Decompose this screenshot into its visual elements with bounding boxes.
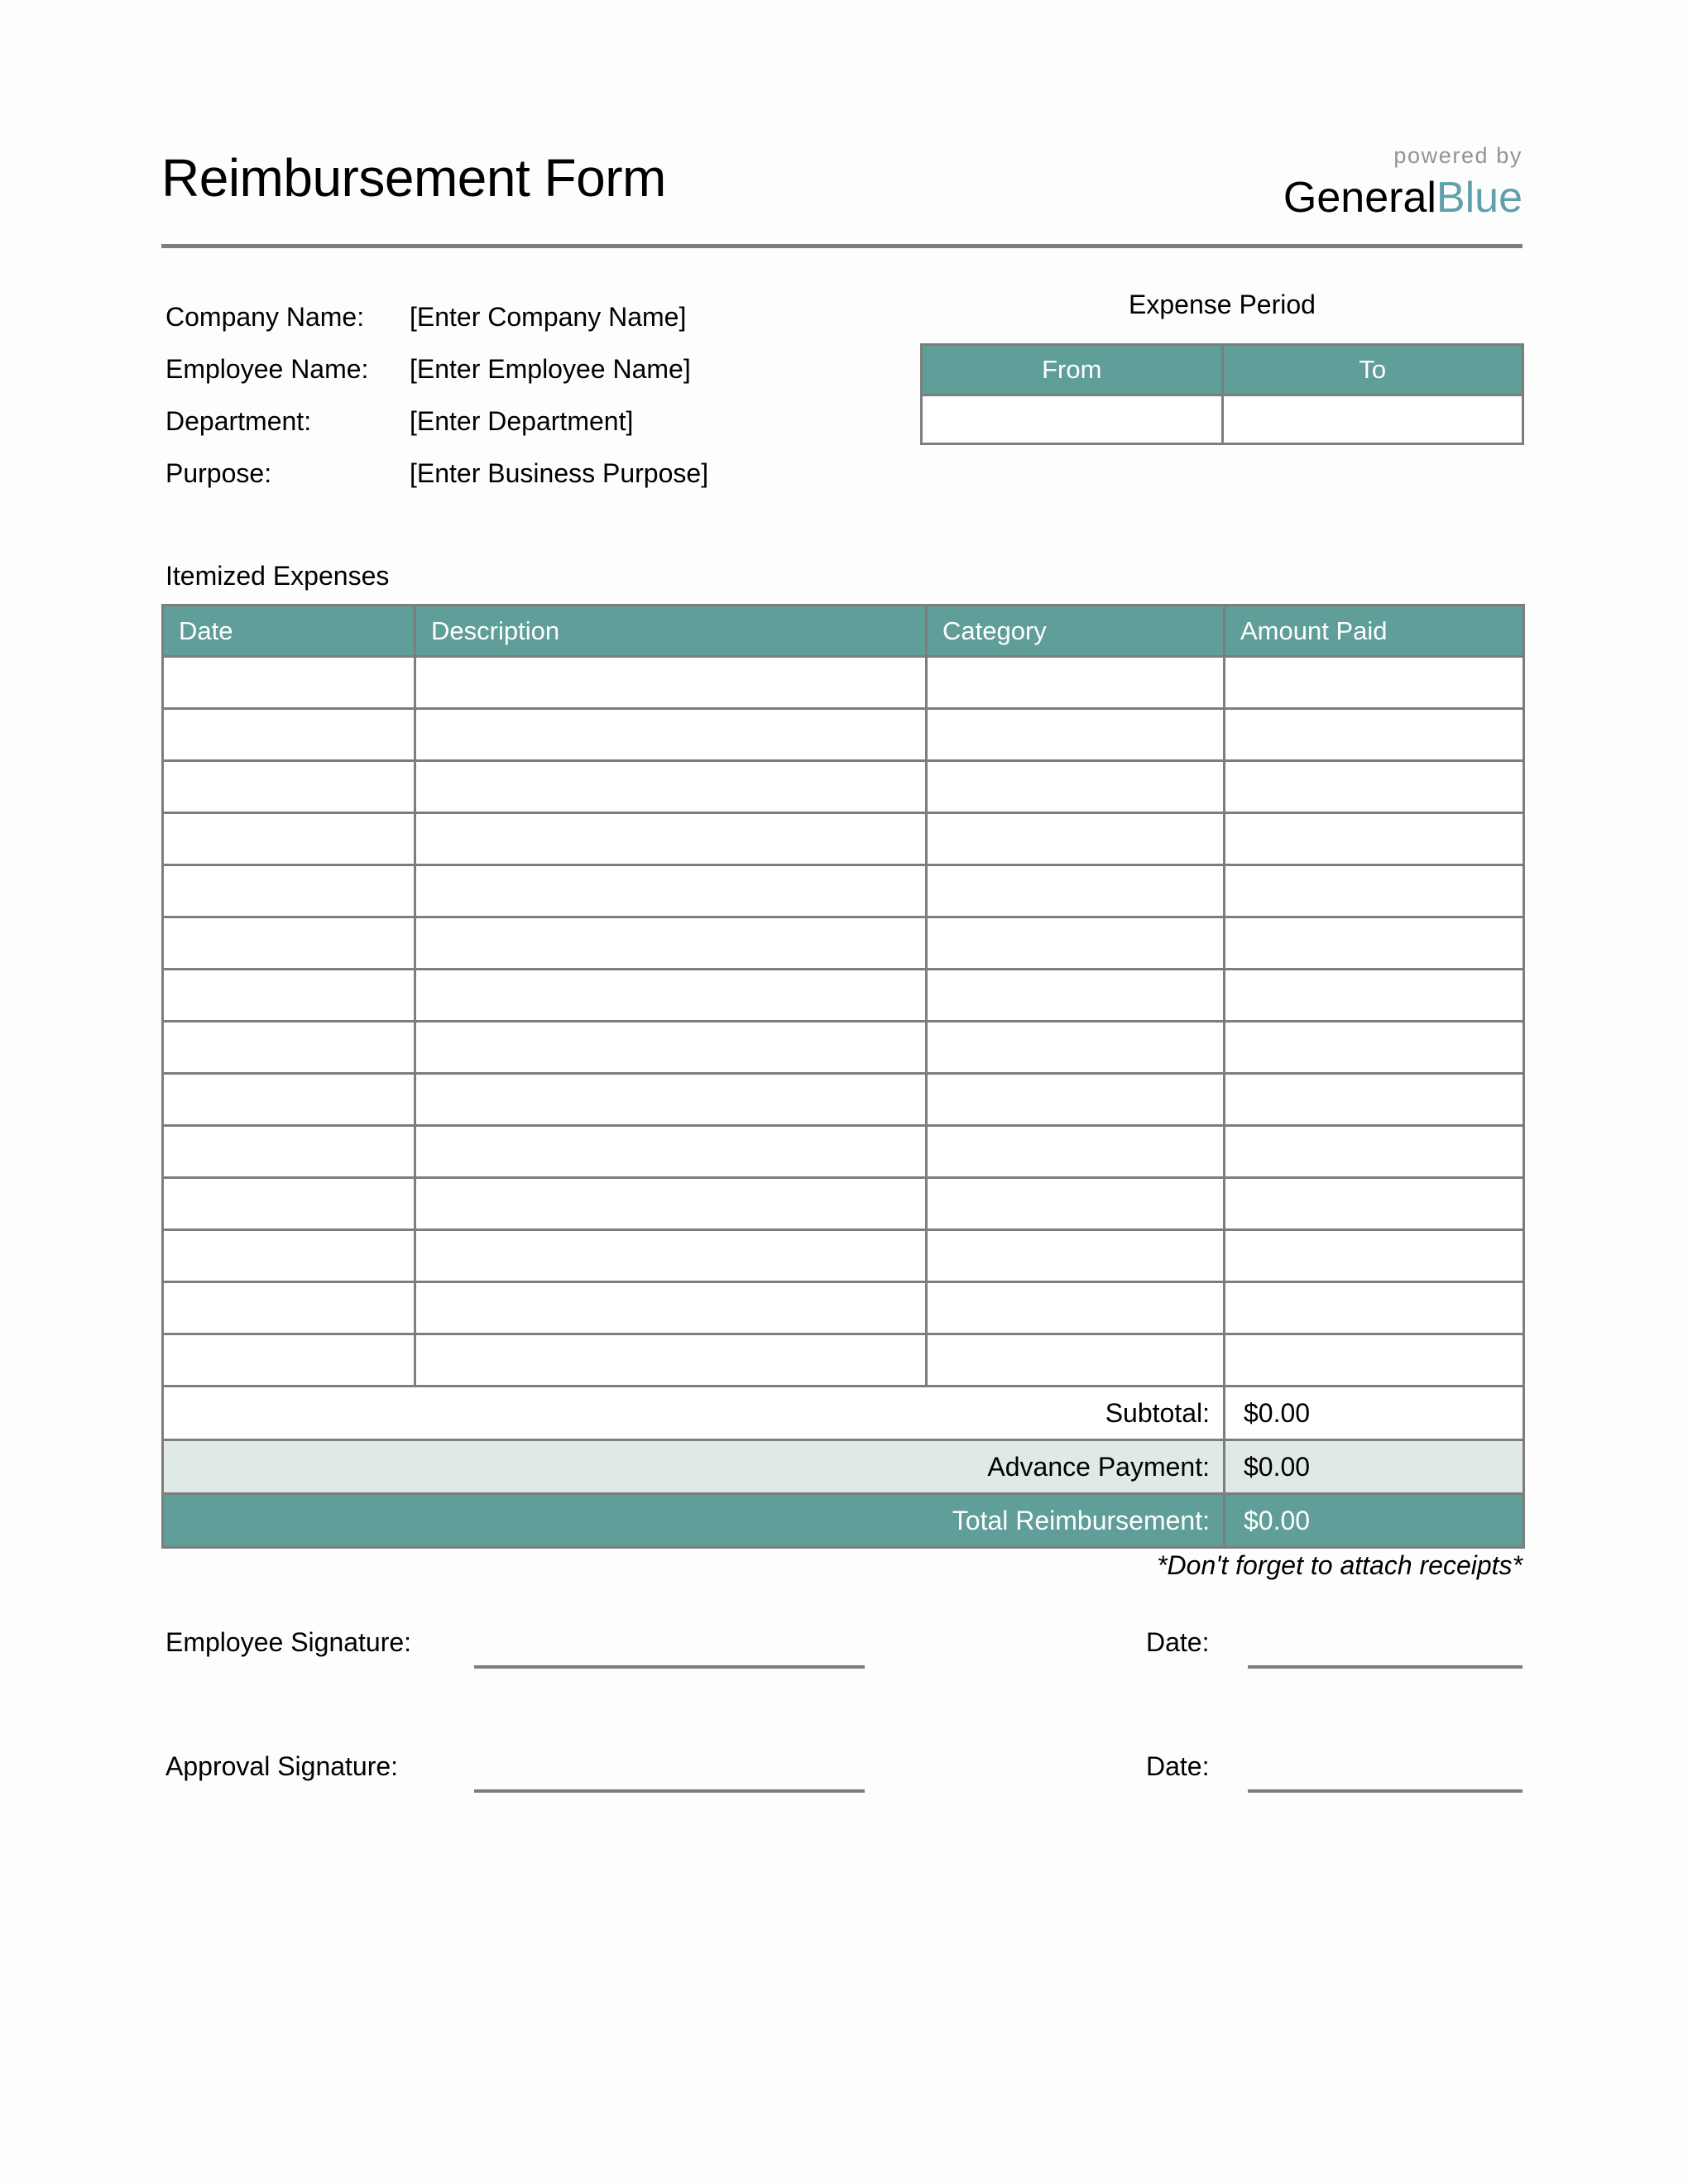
cell-category[interactable] — [927, 657, 1225, 709]
column-header-date: Date — [163, 606, 415, 657]
total-reimbursement-label: Total Reimbursement: — [163, 1494, 1225, 1548]
totals-row-subtotal — [163, 1387, 1524, 1440]
cell-category[interactable] — [927, 709, 1225, 761]
table-row — [163, 1126, 1524, 1178]
cell-date[interactable] — [163, 1178, 415, 1230]
cell-description[interactable] — [415, 761, 927, 813]
expense-period-to-header: To — [1222, 345, 1523, 395]
cell-date[interactable] — [163, 657, 415, 709]
expense-period-value-row — [922, 395, 1523, 444]
cell-category[interactable] — [927, 917, 1225, 970]
cell-date[interactable] — [163, 1022, 415, 1074]
signature-row-approval — [161, 1750, 1523, 1874]
page-title: Reimbursement Form — [161, 148, 666, 208]
cell-category[interactable] — [927, 1230, 1225, 1282]
cell-category[interactable] — [927, 865, 1225, 917]
info-row-purpose — [161, 448, 848, 500]
cell-category[interactable] — [927, 1334, 1225, 1387]
advance-payment-label: Advance Payment: — [163, 1440, 1225, 1494]
column-header-category: Category — [927, 606, 1225, 657]
cell-amount[interactable] — [1225, 1282, 1524, 1334]
total-reimbursement-value[interactable]: $0.00 — [1225, 1494, 1524, 1548]
company-name-field[interactable]: [Enter Company Name] — [410, 302, 687, 332]
cell-category[interactable] — [927, 1126, 1225, 1178]
table-row — [163, 1334, 1524, 1387]
cell-date[interactable] — [163, 1126, 415, 1178]
header-divider — [161, 244, 1523, 248]
powered-by-label: powered by — [1393, 143, 1523, 168]
totals-row-total-reimbursement — [163, 1494, 1524, 1548]
expense-period-from-header: From — [922, 345, 1223, 395]
document-header — [161, 145, 1523, 244]
cell-description[interactable] — [415, 1334, 927, 1387]
table-row — [163, 657, 1524, 709]
column-header-amount-paid: Amount Paid — [1225, 606, 1524, 657]
cell-category[interactable] — [927, 761, 1225, 813]
cell-description[interactable] — [415, 813, 927, 865]
cell-category[interactable] — [927, 1282, 1225, 1334]
cell-description[interactable] — [415, 657, 927, 709]
expense-period-from-input[interactable] — [922, 395, 1223, 444]
brand-name-primary: General — [1283, 174, 1436, 222]
company-name-label: Company Name: — [165, 302, 365, 332]
company-info-block — [161, 291, 848, 500]
approval-signature-label: Approval Signature: — [165, 1751, 399, 1781]
cell-amount[interactable] — [1225, 865, 1524, 917]
cell-category[interactable] — [927, 1022, 1225, 1074]
cell-description[interactable] — [415, 970, 927, 1022]
cell-date[interactable] — [163, 1282, 415, 1334]
signature-row-employee — [161, 1626, 1523, 1750]
employee-name-field[interactable]: [Enter Employee Name] — [410, 354, 691, 384]
cell-amount[interactable] — [1225, 1178, 1524, 1230]
brand-name — [1283, 174, 1523, 222]
employee-name-label: Employee Name: — [165, 354, 369, 384]
subtotal-value[interactable]: $0.00 — [1225, 1387, 1524, 1440]
cell-amount[interactable] — [1225, 970, 1524, 1022]
approval-date-line[interactable] — [1248, 1789, 1523, 1793]
cell-amount[interactable] — [1225, 1334, 1524, 1387]
table-row — [163, 813, 1524, 865]
cell-amount[interactable] — [1225, 1074, 1524, 1126]
info-row-department — [161, 395, 848, 448]
column-header-description: Description — [415, 606, 927, 657]
approval-signature-line[interactable] — [474, 1789, 865, 1793]
cell-date[interactable] — [163, 1334, 415, 1387]
cell-description[interactable] — [415, 1074, 927, 1126]
attach-receipts-note: *Don't forget to attach receipts* — [1157, 1550, 1523, 1580]
cell-date[interactable] — [163, 1230, 415, 1282]
itemized-expenses-title: Itemized Expenses — [165, 561, 390, 591]
table-row — [163, 1178, 1524, 1230]
expense-period-header-row — [922, 345, 1523, 395]
cell-date[interactable] — [163, 970, 415, 1022]
cell-amount[interactable] — [1225, 1230, 1524, 1282]
brand-name-secondary: Blue — [1436, 174, 1523, 222]
table-row — [163, 1074, 1524, 1126]
department-label: Department: — [165, 406, 312, 436]
info-row-company-name — [161, 291, 848, 343]
table-row — [163, 709, 1524, 761]
cell-date[interactable] — [163, 1074, 415, 1126]
purpose-label: Purpose: — [165, 458, 272, 488]
cell-amount[interactable] — [1225, 657, 1524, 709]
cell-date[interactable] — [163, 813, 415, 865]
cell-amount[interactable] — [1225, 761, 1524, 813]
cell-date[interactable] — [163, 917, 415, 970]
cell-description[interactable] — [415, 1230, 927, 1282]
expense-period-title: Expense Period — [1129, 290, 1316, 319]
brand-logo — [1283, 143, 1523, 222]
expense-period-table — [920, 343, 1524, 445]
table-row — [163, 1230, 1524, 1282]
totals-row-advance-payment — [163, 1440, 1524, 1494]
info-row-employee-name — [161, 343, 848, 395]
cell-category[interactable] — [927, 813, 1225, 865]
cell-category[interactable] — [927, 1178, 1225, 1230]
table-row — [163, 761, 1524, 813]
advance-payment-value[interactable]: $0.00 — [1225, 1440, 1524, 1494]
itemized-header-row — [163, 606, 1524, 657]
cell-amount[interactable] — [1225, 1126, 1524, 1178]
itemized-totals — [163, 1387, 1524, 1548]
cell-description[interactable] — [415, 1178, 927, 1230]
cell-amount[interactable] — [1225, 709, 1524, 761]
cell-description[interactable] — [415, 1022, 927, 1074]
cell-amount[interactable] — [1225, 813, 1524, 865]
cell-amount[interactable] — [1225, 1022, 1524, 1074]
table-row — [163, 1282, 1524, 1334]
cell-description[interactable] — [415, 1126, 927, 1178]
cell-category[interactable] — [927, 1074, 1225, 1126]
approval-date-label: Date: — [1146, 1751, 1210, 1781]
cell-date[interactable] — [163, 761, 415, 813]
employee-signature-label: Employee Signature: — [165, 1627, 412, 1657]
table-row — [163, 970, 1524, 1022]
cell-description[interactable] — [415, 865, 927, 917]
subtotal-label: Subtotal: — [163, 1387, 1225, 1440]
table-row — [163, 917, 1524, 970]
expense-period-to-input[interactable] — [1222, 395, 1523, 444]
cell-description[interactable] — [415, 709, 927, 761]
cell-date[interactable] — [163, 865, 415, 917]
cell-date[interactable] — [163, 709, 415, 761]
signature-area — [161, 1626, 1523, 1874]
purpose-field[interactable]: [Enter Business Purpose] — [410, 458, 709, 488]
table-row — [163, 865, 1524, 917]
department-field[interactable]: [Enter Department] — [410, 406, 634, 436]
cell-category[interactable] — [927, 970, 1225, 1022]
employee-signature-line[interactable] — [474, 1665, 865, 1669]
cell-amount[interactable] — [1225, 917, 1524, 970]
cell-description[interactable] — [415, 1282, 927, 1334]
itemized-body — [163, 657, 1524, 1387]
employee-date-label: Date: — [1146, 1627, 1210, 1657]
table-row — [163, 1022, 1524, 1074]
cell-description[interactable] — [415, 917, 927, 970]
itemized-expenses-table — [161, 604, 1525, 1549]
employee-date-line[interactable] — [1248, 1665, 1523, 1669]
